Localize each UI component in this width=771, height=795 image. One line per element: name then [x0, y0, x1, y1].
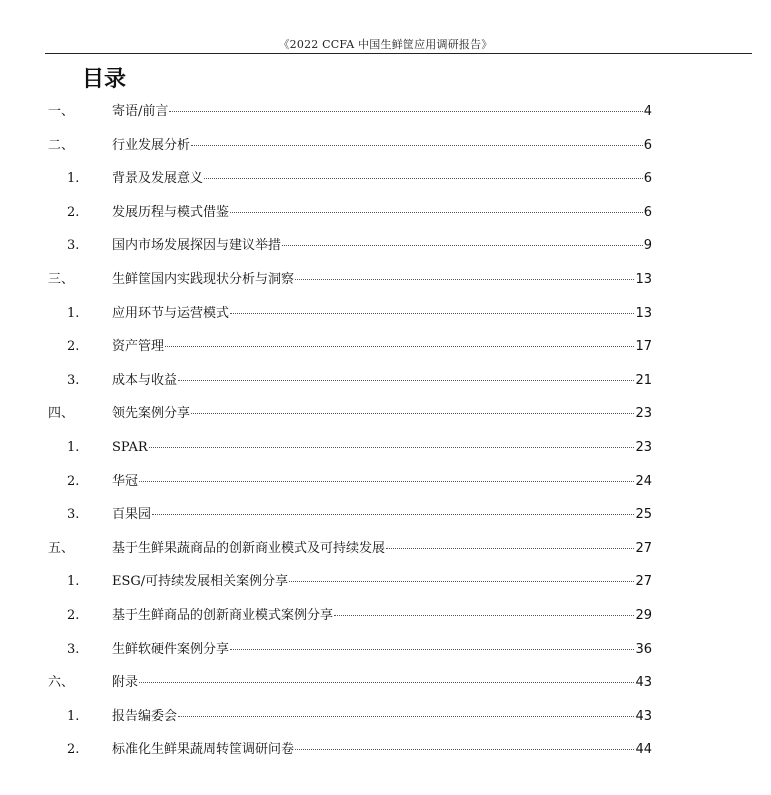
- dot-leader: [295, 749, 634, 750]
- toc-entry-title[interactable]: 基于生鲜果蔬商品的创新商业模式及可持续发展: [112, 540, 386, 556]
- toc-entry-number: 2.: [67, 473, 80, 489]
- toc-entry-title[interactable]: 资产管理: [112, 339, 165, 355]
- toc-entry-page-number: 13: [635, 305, 652, 321]
- dot-leader: [178, 716, 634, 717]
- toc-entry-line: [112, 435, 652, 461]
- toc-entry-page-number: 27: [635, 540, 652, 556]
- toc-entry[interactable]: [0, 704, 771, 730]
- toc-entry-page-number: 6: [643, 204, 652, 220]
- toc-entry[interactable]: [0, 435, 771, 461]
- toc-entry-title[interactable]: 附录: [112, 675, 139, 691]
- toc-entry[interactable]: [0, 99, 771, 125]
- toc-entry-title[interactable]: 华冠: [112, 473, 139, 489]
- toc-entry-title[interactable]: 领先案例分享: [112, 406, 191, 422]
- toc-entry[interactable]: [0, 133, 771, 159]
- toc-entry[interactable]: [0, 603, 771, 629]
- toc-entry[interactable]: [0, 737, 771, 763]
- toc-entry-page-number: 44: [635, 742, 652, 758]
- toc-entry-number: 1.: [67, 305, 80, 321]
- toc-entry-title[interactable]: 百果园: [112, 507, 152, 523]
- toc-entry-number: 2.: [67, 204, 80, 220]
- toc-entry-page-number: 4: [643, 104, 652, 119]
- toc-entry-page-number: 36: [635, 641, 652, 657]
- toc-entry-line: [112, 233, 652, 259]
- toc-entry[interactable]: [0, 200, 771, 226]
- toc-entry[interactable]: [0, 233, 771, 259]
- toc-entry[interactable]: [0, 637, 771, 663]
- toc-entry-page-number: 9: [643, 238, 652, 254]
- running-header: 《2022 CCFA 中国生鲜筐应用调研报告》: [278, 38, 493, 51]
- toc-entry-number: 二、: [48, 137, 75, 153]
- toc-entry-line: [112, 301, 652, 327]
- toc-entry-title[interactable]: 行业发展分析: [112, 137, 191, 153]
- toc-entry[interactable]: [0, 670, 771, 696]
- toc-entry[interactable]: [0, 401, 771, 427]
- toc-entry-page-number: 29: [635, 608, 652, 623]
- toc-entry-page-number: 6: [643, 137, 652, 153]
- toc-entry-title[interactable]: 寄语/前言: [112, 104, 169, 119]
- toc-entry-title[interactable]: 国内市场发展探因与建议举措: [112, 238, 282, 254]
- toc-entry-line: [112, 200, 652, 226]
- toc-entry[interactable]: [0, 267, 771, 293]
- toc-entry-number: 五、: [48, 540, 75, 556]
- toc-entry-line: [112, 368, 652, 394]
- toc-entry[interactable]: [0, 301, 771, 327]
- dot-leader: [149, 447, 635, 448]
- toc-title: 目录: [82, 67, 127, 92]
- header-rule: [45, 53, 752, 54]
- toc-entry-title[interactable]: ESG/可持续发展相关案例分享: [112, 574, 289, 590]
- toc-entry-page-number: 17: [635, 339, 652, 355]
- dot-leader: [230, 212, 643, 213]
- dot-leader: [230, 649, 634, 650]
- toc-entry-page-number: 13: [635, 272, 652, 287]
- toc-entry-title[interactable]: 生鲜筐国内实践现状分析与洞察: [112, 272, 295, 287]
- toc-entry-page-number: 23: [635, 406, 652, 422]
- toc-entry-line: [112, 334, 652, 360]
- toc-entry-page-number: 6: [643, 171, 652, 187]
- toc-entry-page-number: 23: [635, 440, 652, 455]
- toc-entry-page-number: 43: [635, 675, 652, 691]
- toc-entry-title[interactable]: 背景及发展意义: [112, 171, 204, 187]
- dot-leader: [165, 346, 634, 347]
- toc-entry-number: 3.: [67, 507, 80, 523]
- toc-entry-title[interactable]: 生鲜软硬件案例分享: [112, 641, 230, 657]
- toc-entry-number: 四、: [48, 406, 75, 422]
- toc-entry-title[interactable]: 应用环节与运营模式: [112, 305, 230, 321]
- toc-entry[interactable]: [0, 502, 771, 528]
- dot-leader: [191, 145, 643, 146]
- toc-entry-number: 1.: [67, 440, 80, 455]
- toc-entry-number: 1.: [67, 574, 80, 590]
- toc-entry-page-number: 43: [635, 708, 652, 724]
- toc-entry-number: 2.: [67, 339, 80, 355]
- dot-leader: [139, 481, 634, 482]
- toc-entry-line: [112, 133, 652, 159]
- toc-entry-line: [112, 737, 652, 763]
- toc-entry-number: 六、: [48, 675, 75, 691]
- dot-leader: [295, 279, 634, 280]
- dot-leader: [282, 245, 643, 246]
- dot-leader: [204, 178, 643, 179]
- toc-entry-title[interactable]: 基于生鲜商品的创新商业模式案例分享: [112, 608, 334, 623]
- toc-entry-line: [112, 637, 652, 663]
- toc-entry-line: [112, 603, 652, 629]
- dot-leader: [169, 111, 642, 112]
- toc-entry-line: [112, 166, 652, 192]
- toc-entry[interactable]: [0, 166, 771, 192]
- dot-leader: [386, 548, 634, 549]
- dot-leader: [139, 682, 634, 683]
- toc-entry-number: 2.: [67, 608, 80, 623]
- toc-entry-line: [112, 469, 652, 495]
- toc-entry[interactable]: [0, 536, 771, 562]
- toc-entry-line: [112, 569, 652, 595]
- toc-entry-page-number: 21: [635, 372, 652, 388]
- toc-entry-number: 3.: [67, 641, 80, 657]
- toc-entry-line: [112, 536, 652, 562]
- toc-entry-title[interactable]: 发展历程与模式借鉴: [112, 204, 230, 220]
- toc-entry[interactable]: [0, 569, 771, 595]
- toc-entry-line: [112, 704, 652, 730]
- toc-entry-number: 三、: [48, 272, 75, 287]
- dot-leader: [230, 313, 634, 314]
- toc-entry[interactable]: [0, 334, 771, 360]
- toc-entry-line: [112, 502, 652, 528]
- dot-leader: [152, 514, 634, 515]
- toc-entry-title[interactable]: 成本与收益: [112, 372, 178, 388]
- toc-entry-page-number: 24: [635, 473, 652, 489]
- toc-entry-number: 1.: [67, 171, 80, 187]
- toc-entry-page-number: 27: [635, 574, 652, 590]
- toc-entry-number: 3.: [67, 238, 80, 254]
- toc-entry-title[interactable]: 报告编委会: [112, 708, 178, 724]
- toc-entry-number: 3.: [67, 372, 80, 388]
- toc-entry-line: [112, 401, 652, 427]
- dot-leader: [191, 413, 634, 414]
- toc-entry-line: [112, 670, 652, 696]
- toc-entry[interactable]: [0, 469, 771, 495]
- toc-entry-title[interactable]: 标准化生鲜果蔬周转筐调研问卷: [112, 742, 295, 758]
- toc-entry-number: 2.: [67, 742, 80, 758]
- dot-leader: [289, 581, 634, 582]
- toc-entry-title[interactable]: SPAR: [112, 440, 148, 455]
- toc-entry-page-number: 25: [635, 507, 652, 523]
- dot-leader: [178, 380, 634, 381]
- toc-entry-number: 一、: [48, 104, 75, 119]
- toc-entry-number: 1.: [67, 708, 80, 724]
- dot-leader: [334, 615, 634, 616]
- toc-entry[interactable]: [0, 368, 771, 394]
- toc-entry-line: [112, 267, 652, 293]
- toc-entry-line: [112, 99, 652, 125]
